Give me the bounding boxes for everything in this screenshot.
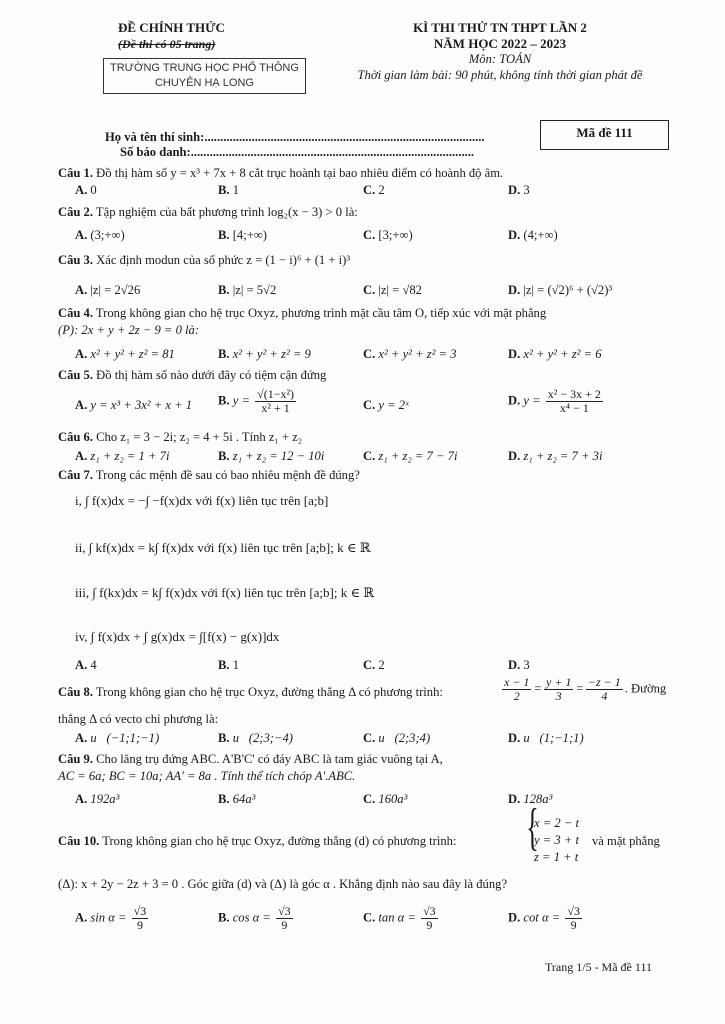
q3-option-a: A. |z| = 2√26 — [75, 283, 141, 297]
q1-option-c: C. 2 — [363, 183, 385, 197]
q5-d-fraction: $\frac{\text{x² − 3x + 2}}{\text{x⁴ − 1}}$ — [547, 387, 601, 415]
school-year: NĂM HỌC 2022 – 2023 — [433, 36, 567, 51]
q4-option-c: C. x² + y² + z² = 3 — [363, 347, 457, 361]
q9-option-b: B. 64a³ — [218, 792, 256, 806]
q8-option-d: D. u⃗(1;−1;1) — [508, 731, 584, 745]
school-stamp — [103, 58, 306, 94]
exam-code: Mã đề 111 — [576, 125, 633, 140]
question-7: Câu 7. Trong các mệnh đề sau có bao nhiêu mệnh đề đúng? — [58, 468, 360, 482]
q10-option-a: A. sin α = $\frac{√3}{9}$ — [75, 904, 147, 932]
q7-option-a: A. 4 — [75, 658, 97, 672]
q3-option-b: B. |z| = 5√2 — [218, 283, 277, 297]
q7-statement-iv: iv, ∫ f(x)dx + ∫ g(x)dx = ∫[f(x) − g(x)]dx — [75, 629, 280, 644]
q5-option-d: D. y = $\frac{\text{x² − 3x + 2}}{\text{x⁴ − 1}}$ — [508, 387, 601, 415]
q10-option-c: C. tan α = $\frac{√3}{9}$ — [363, 904, 436, 932]
candidate-number-field: Số báo danh:.......................................................................................... — [120, 145, 475, 159]
q9-text-line2: AC = 6a; BC = 10a; AA' = 8a . Tính thể tích chóp A'.ABC. — [58, 769, 356, 783]
q10-system-tail: và mặt phẳng — [592, 834, 660, 848]
question-5: Câu 5. Đồ thị hàm số nào dưới đây có tiệm cận đứng — [58, 368, 327, 382]
pages-note: (Đề thi có 05 trang) — [118, 37, 216, 51]
q7-statement-ii: ii, ∫ kf(x)dx = k∫ f(x)dx với f(x) liên tục trên [a;b]; k ∈ ℝ — [75, 540, 371, 555]
question-3: Câu 3. Xác định modun của số phức z = (1 − i)⁶ + (1 + i)³ — [58, 253, 351, 267]
q6-option-a: A. z₁ + z₂ = 1 + 7i — [75, 449, 170, 463]
q4-text-line2: (P): 2x + y + 2z − 9 = 0 là: — [58, 323, 200, 337]
exam-code-box — [540, 120, 669, 150]
q6-option-b: B. z₁ + z₂ = 12 − 10i — [218, 449, 325, 463]
question-8: Câu 8. Trong không gian cho hệ trục Oxyz, đường thẳng Δ có phương trình: — [58, 685, 443, 699]
exam-title: KÌ THI THỬ TN THPT LẦN 2 — [413, 20, 587, 35]
q7-option-c: C. 2 — [363, 658, 385, 672]
q10-option-b: B. cos α = $\frac{√3}{9}$ — [218, 904, 291, 932]
question-2: Câu 2. Tập nghiệm của bất phương trình log₂(x − 3) > 0 là: — [58, 205, 358, 219]
question-1 — [58, 166, 503, 181]
q1-label: Câu 1. — [58, 166, 93, 180]
q8-option-c: C. u⃗(2;3;4) — [363, 731, 431, 745]
q8-option-b: B. u⃗(2;3;−4) — [218, 731, 293, 745]
q2-option-c: C. [3;+∞) — [363, 228, 413, 242]
q8-equation: $\frac{x - 1}{2}$ = $\frac{y + 1}{3}$ = $\frac{-z - 1}{4}$ . Đường — [504, 675, 667, 703]
candidate-name-field: Họ và tên thí sinh:......................................................................................... — [105, 130, 485, 144]
question-6: Câu 6. Cho z₁ = 3 − 2i; z₂ = 4 + 5i . Tính z₁ + z₂ — [58, 430, 303, 444]
q9-option-c: C. 160a³ — [363, 792, 408, 806]
q8-text-line2: thẳng Δ có vecto chỉ phương là: — [58, 712, 219, 726]
q2-option-b: B. [4;+∞) — [218, 228, 267, 242]
q10-text-line2: (Δ): x + 2y − 2z + 3 = 0 . Góc giữa (d) và (Δ) là góc α . Khẳng định nào sau đây là đúng? — [58, 877, 508, 891]
q1-option-a: A. 0 — [75, 183, 97, 197]
q1-text: Đồ thị hàm số y = x³ + 7x + 8 cắt trục hoành tại bao nhiêu điểm có hoành độ âm. — [96, 166, 504, 180]
q3-option-c: C. |z| = √82 — [363, 283, 422, 297]
question-10: Câu 10. Trong không gian cho hệ trục Oxyz, đường thẳng (d) có phương trình: — [58, 834, 457, 848]
q4-option-d: D. x² + y² + z² = 6 — [508, 347, 602, 361]
q6-option-d: D. z₁ + z₂ = 7 + 3i — [508, 449, 603, 463]
subject: Môn: TOÁN — [468, 52, 532, 66]
q10-system-brace: { — [526, 799, 539, 856]
q1-option-b: B. 1 — [218, 183, 240, 197]
question-9: Câu 9. Cho lăng trụ đứng ABC. A'B'C' có đáy ABC là tam giác vuông tại A, — [58, 752, 443, 766]
page-footer: Trang 1/5 - Mã đề 111 — [545, 960, 652, 974]
q10-option-d: D. cot α = $\frac{√3}{9}$ — [508, 904, 580, 932]
q5-option-b: B. y = $\frac{\text{√(1−x²)}}{\text{x² + 1}}$ — [218, 387, 295, 415]
q1-option-d: D. 3 — [508, 183, 530, 197]
q5-option-c: C. y = 2ˣ — [363, 398, 409, 412]
q7-option-d: D. 3 — [508, 658, 530, 672]
official-label: ĐỀ CHÍNH THỨC — [118, 20, 225, 35]
q3-option-d: D. |z| = (√2)⁶ + (√2)³ — [508, 283, 613, 297]
q5-option-a: A. y = x³ + 3x² + x + 1 — [75, 398, 193, 412]
school-line-1: TRƯỜNG TRUNG HỌC PHỔ THÔNG — [110, 62, 299, 74]
school-line-2: CHUYÊN HẠ LONG — [154, 77, 254, 89]
q5-b-fraction: $\frac{\text{√(1−x²)}}{\text{x² + 1}}$ — [257, 387, 295, 415]
q6-option-c: C. z₁ + z₂ = 7 − 7i — [363, 449, 458, 463]
q8-option-a: A. u⃗(−1;1;−1) — [75, 731, 160, 745]
q9-option-a: A. 192a³ — [75, 792, 120, 806]
q7-option-b: B. 1 — [218, 658, 240, 672]
q2-option-d: D. (4;+∞) — [508, 228, 558, 242]
exam-time: Thời gian làm bài: 90 phút, không tính thời gian phát đề — [357, 68, 643, 82]
q7-statement-i: i, ∫ f(x)dx = −∫ −f(x)dx với f(x) liên tục trên [a;b] — [75, 493, 329, 508]
q2-option-a: A. (3;+∞) — [75, 228, 125, 242]
q10-system: x = 2 − t y = 3 + t z = 1 + t — [534, 816, 579, 864]
q4-option-b: B. x² + y² + z² = 9 — [218, 347, 311, 361]
q4-option-a: A. x² + y² + z² = 81 — [75, 347, 175, 361]
q9-option-d: D. 128a³ — [508, 792, 553, 806]
q7-statement-iii: iii, ∫ f(kx)dx = k∫ f(x)dx với f(x) liên tục trên [a;b]; k ∈ ℝ — [75, 585, 375, 600]
question-4: Câu 4. Trong không gian cho hệ trục Oxyz, phương trình mặt cầu tâm O, tiếp xúc với mặt phẳng — [58, 306, 547, 320]
